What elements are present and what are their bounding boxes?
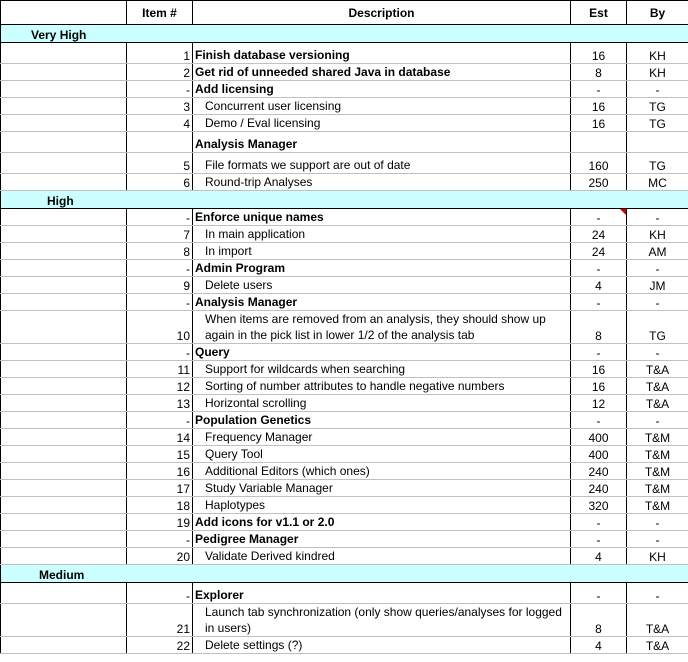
estimate-cell: 24 <box>571 226 627 243</box>
header-item: Item # <box>127 1 193 25</box>
estimate-cell: 8 <box>571 311 627 344</box>
estimate-cell: - <box>571 514 627 531</box>
description-cell: Get rid of unneeded shared Java in database <box>193 64 571 81</box>
description-cell: Add icons for v1.1 or 2.0 <box>193 514 571 531</box>
blank-cell <box>1 514 127 531</box>
owner-cell: JM <box>627 277 688 294</box>
owner-cell <box>627 132 688 153</box>
table-row <box>1 311 688 344</box>
owner-cell: - <box>627 531 688 548</box>
owner-cell: T&A <box>627 395 688 412</box>
table-row <box>1 277 688 294</box>
description-cell: Add licensing <box>193 81 571 98</box>
blank-cell <box>1 81 127 98</box>
item-number-cell: 1 <box>127 43 193 64</box>
section-fill-cell <box>571 25 627 43</box>
item-number-cell: - <box>127 531 193 548</box>
blank-cell <box>1 637 127 654</box>
priority-section-row <box>1 191 688 209</box>
table-row <box>1 412 688 429</box>
table-row <box>1 463 688 480</box>
item-number-cell: 14 <box>127 429 193 446</box>
header-description: Description <box>193 1 571 25</box>
table-row <box>1 395 688 412</box>
item-number-cell: 13 <box>127 395 193 412</box>
estimate-cell: - <box>571 260 627 277</box>
item-number-cell: - <box>127 583 193 604</box>
table-row <box>1 209 688 226</box>
section-fill-cell <box>193 191 571 209</box>
header-by: By <box>627 1 688 25</box>
table-row <box>1 243 688 260</box>
item-number-cell: 17 <box>127 480 193 497</box>
estimate-cell: - <box>571 81 627 98</box>
description-cell: Support for wildcards when searching <box>193 361 571 378</box>
table-row <box>1 81 688 98</box>
blank-cell <box>1 378 127 395</box>
section-fill-cell <box>571 191 627 209</box>
blank-cell <box>1 43 127 64</box>
item-number-cell: 10 <box>127 311 193 344</box>
description-cell: Launch tab synchronization (only show queries/analyses for logged in users) <box>193 604 571 637</box>
estimate-cell: - <box>571 583 627 604</box>
section-fill-cell <box>571 565 627 583</box>
owner-cell: - <box>627 514 688 531</box>
blank-cell <box>1 243 127 260</box>
description-cell: Pedigree Manager <box>193 531 571 548</box>
section-fill-cell <box>127 191 193 209</box>
table-row <box>1 226 688 243</box>
blank-cell <box>1 277 127 294</box>
table-row <box>1 480 688 497</box>
owner-cell: T&A <box>627 637 688 654</box>
item-number-cell: 22 <box>127 637 193 654</box>
owner-cell: TG <box>627 98 688 115</box>
blank-cell <box>1 548 127 565</box>
blank-cell <box>1 132 127 153</box>
description-cell: Sorting of number attributes to handle negative numbers <box>193 378 571 395</box>
owner-cell: MC <box>627 174 688 191</box>
blank-cell <box>1 531 127 548</box>
estimate-cell: - <box>571 412 627 429</box>
estimate-cell: 8 <box>571 604 627 637</box>
section-fill-cell <box>627 25 688 43</box>
table-row <box>1 294 688 311</box>
owner-cell: TG <box>627 115 688 132</box>
owner-cell: T&M <box>627 446 688 463</box>
owner-cell: - <box>627 209 688 226</box>
table-row <box>1 429 688 446</box>
estimate-cell: 16 <box>571 378 627 395</box>
item-number-cell: 7 <box>127 226 193 243</box>
table-row <box>1 132 688 153</box>
section-fill-cell <box>627 565 688 583</box>
estimate-cell: 4 <box>571 637 627 654</box>
table-row <box>1 514 688 531</box>
item-number-cell: 4 <box>127 115 193 132</box>
item-number-cell: - <box>127 209 193 226</box>
header-row <box>1 1 688 25</box>
owner-cell: KH <box>627 226 688 243</box>
table-row <box>1 604 688 637</box>
priority-section-row <box>1 565 688 583</box>
owner-cell: AM <box>627 243 688 260</box>
description-cell: File formats we support are out of date <box>193 153 571 174</box>
description-cell: Query Tool <box>193 446 571 463</box>
blank-cell <box>1 480 127 497</box>
table-row <box>1 531 688 548</box>
section-fill-cell <box>127 565 193 583</box>
estimate-cell: 240 <box>571 480 627 497</box>
item-number-cell: 8 <box>127 243 193 260</box>
description-cell: Round-trip Analyses <box>193 174 571 191</box>
blank-cell <box>1 361 127 378</box>
blank-cell <box>1 344 127 361</box>
estimate-cell: - <box>571 294 627 311</box>
table-row <box>1 637 688 654</box>
item-number-cell: 21 <box>127 604 193 637</box>
description-cell: Explorer <box>193 583 571 604</box>
item-number-cell: - <box>127 412 193 429</box>
table-row <box>1 153 688 174</box>
sheet-body <box>1 25 688 654</box>
table-row <box>1 260 688 277</box>
table-row <box>1 98 688 115</box>
table-row <box>1 583 688 604</box>
table-row <box>1 174 688 191</box>
description-cell: Concurrent user licensing <box>193 98 571 115</box>
estimate-cell: - <box>571 531 627 548</box>
table-row <box>1 361 688 378</box>
estimate-cell: 16 <box>571 115 627 132</box>
item-number-cell: 9 <box>127 277 193 294</box>
owner-cell: T&A <box>627 378 688 395</box>
item-number-cell: 3 <box>127 98 193 115</box>
owner-cell: T&M <box>627 497 688 514</box>
table-row <box>1 497 688 514</box>
blank-cell <box>1 294 127 311</box>
item-number-cell: - <box>127 81 193 98</box>
item-number-cell: 5 <box>127 153 193 174</box>
estimate-cell: 240 <box>571 463 627 480</box>
blank-cell <box>1 429 127 446</box>
estimate-cell: 250 <box>571 174 627 191</box>
estimate-cell: - <box>571 209 627 226</box>
owner-cell: T&A <box>627 604 688 637</box>
item-number-cell: 11 <box>127 361 193 378</box>
priority-label: High <box>1 191 127 209</box>
table-row <box>1 64 688 81</box>
table-row <box>1 115 688 132</box>
item-number-cell: - <box>127 260 193 277</box>
estimate-cell: 16 <box>571 361 627 378</box>
estimate-cell <box>571 132 627 153</box>
description-cell: Demo / Eval licensing <box>193 115 571 132</box>
description-cell: Analysis Manager <box>193 132 571 153</box>
estimate-cell: 400 <box>571 429 627 446</box>
table-row <box>1 446 688 463</box>
section-fill-cell <box>193 565 571 583</box>
owner-cell: T&M <box>627 480 688 497</box>
blank-cell <box>1 604 127 637</box>
item-number-cell: 16 <box>127 463 193 480</box>
owner-cell: KH <box>627 548 688 565</box>
owner-cell: - <box>627 260 688 277</box>
owner-cell: TG <box>627 311 688 344</box>
description-cell: When items are removed from an analysis, they should show up again in the pick list in lower 1/2 of the analysis tab <box>193 311 571 344</box>
description-cell: Frequency Manager <box>193 429 571 446</box>
estimate-cell: 24 <box>571 243 627 260</box>
owner-cell: KH <box>627 64 688 81</box>
blank-cell <box>1 226 127 243</box>
estimate-cell: 4 <box>571 277 627 294</box>
estimate-cell: - <box>571 344 627 361</box>
blank-cell <box>1 463 127 480</box>
description-cell: Finish database versioning <box>193 43 571 64</box>
blank-cell <box>1 446 127 463</box>
header-est: Est <box>571 1 627 25</box>
estimate-cell: 160 <box>571 153 627 174</box>
blank-cell <box>1 174 127 191</box>
estimate-cell: 16 <box>571 98 627 115</box>
owner-cell: T&M <box>627 429 688 446</box>
description-cell: Additional Editors (which ones) <box>193 463 571 480</box>
item-number-cell: 6 <box>127 174 193 191</box>
owner-cell: - <box>627 81 688 98</box>
estimate-cell: 400 <box>571 446 627 463</box>
description-cell: Haplotypes <box>193 497 571 514</box>
blank-cell <box>1 209 127 226</box>
description-cell: In main application <box>193 226 571 243</box>
owner-cell: - <box>627 583 688 604</box>
description-cell: In import <box>193 243 571 260</box>
description-cell: Analysis Manager <box>193 294 571 311</box>
blank-cell <box>1 395 127 412</box>
item-number-cell: - <box>127 294 193 311</box>
table-row <box>1 378 688 395</box>
description-cell: Delete settings (?) <box>193 637 571 654</box>
owner-cell: - <box>627 344 688 361</box>
section-fill-cell <box>193 25 571 43</box>
priority-label: Very High <box>1 25 127 43</box>
description-cell: Delete users <box>193 277 571 294</box>
description-cell: Horizontal scrolling <box>193 395 571 412</box>
description-cell: Study Variable Manager <box>193 480 571 497</box>
description-cell: Admin Program <box>193 260 571 277</box>
priority-label: Medium <box>1 565 127 583</box>
item-number-cell: - <box>127 344 193 361</box>
estimate-cell: 8 <box>571 64 627 81</box>
blank-cell <box>1 260 127 277</box>
table-row <box>1 548 688 565</box>
estimate-cell: 4 <box>571 548 627 565</box>
item-number-cell: 18 <box>127 497 193 514</box>
owner-cell: T&M <box>627 463 688 480</box>
table-row <box>1 43 688 64</box>
description-cell: Population Genetics <box>193 412 571 429</box>
description-cell: Query <box>193 344 571 361</box>
estimate-cell: 320 <box>571 497 627 514</box>
description-cell: Validate Derived kindred <box>193 548 571 565</box>
owner-cell: KH <box>627 43 688 64</box>
item-number-cell: 20 <box>127 548 193 565</box>
owner-cell: TG <box>627 153 688 174</box>
item-number-cell: 15 <box>127 446 193 463</box>
blank-cell <box>1 153 127 174</box>
item-number-cell: 19 <box>127 514 193 531</box>
section-fill-cell <box>627 191 688 209</box>
priority-section-row <box>1 25 688 43</box>
section-fill-cell <box>127 25 193 43</box>
blank-cell <box>1 311 127 344</box>
blank-cell <box>1 583 127 604</box>
estimate-cell: 12 <box>571 395 627 412</box>
description-cell: Enforce unique names <box>193 209 571 226</box>
owner-cell: T&A <box>627 361 688 378</box>
blank-cell <box>1 98 127 115</box>
blank-cell <box>1 115 127 132</box>
header-blank <box>1 1 127 25</box>
blank-cell <box>1 412 127 429</box>
owner-cell: - <box>627 412 688 429</box>
item-number-cell <box>127 132 193 153</box>
blank-cell <box>1 497 127 514</box>
table-row <box>1 344 688 361</box>
item-number-cell: 12 <box>127 378 193 395</box>
owner-cell: - <box>627 294 688 311</box>
estimate-cell: 16 <box>571 43 627 64</box>
item-number-cell: 2 <box>127 64 193 81</box>
blank-cell <box>1 64 127 81</box>
